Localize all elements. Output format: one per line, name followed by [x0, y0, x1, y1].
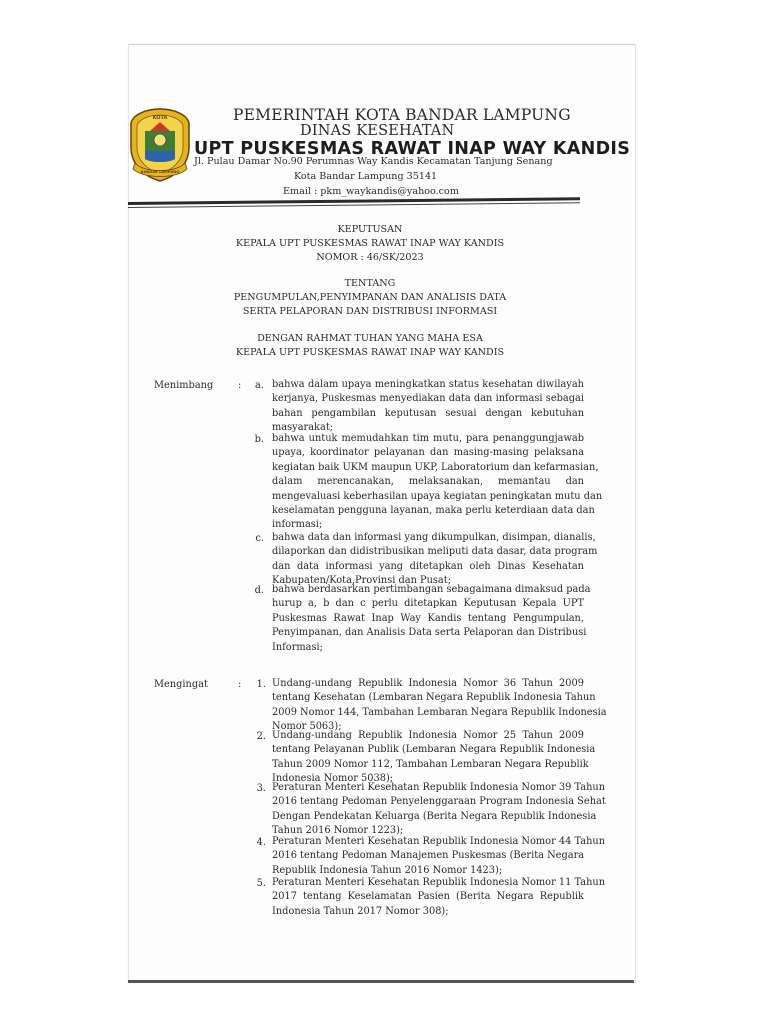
text-line: keselamatan pengguna layanan, maka perlu keterdiaan data dan [272, 504, 595, 516]
menimbang-item-c [272, 531, 598, 589]
mengingat-item-5 [272, 876, 605, 919]
menimbang-marker-b: b. [254, 434, 264, 445]
text-line: dan data informasi yang ditetapkan oleh Dinas Kesehatan [272, 560, 584, 572]
letterhead-email: Email : pkm_waykandis@yahoo.com [283, 186, 459, 197]
menimbang-marker-c: c. [255, 533, 264, 544]
mengingat-marker-3: 3. [256, 783, 266, 794]
text-line: kerjanya, Puskesmas menyediakan data dan informasi sebagai [272, 393, 584, 405]
letterhead-department: DINAS KESEHATAN [300, 123, 455, 139]
text-line: bahan pengambilan keputusan sesuai dengan kebutuhan [272, 407, 584, 419]
menimbang-marker-a: a. [255, 380, 264, 391]
menimbang-label: Menimbang [154, 380, 214, 391]
text-line: Undang-undang Republik Indonesia Nomor 25 Tahun 2009 [272, 730, 584, 741]
mengingat-marker-1: 1. [256, 679, 266, 690]
letterhead-institution: UPT PUSKESMAS RAWAT INAP WAY KANDIS [194, 139, 631, 159]
page-bottom-edge [128, 980, 634, 983]
mengingat-label: Mengingat [154, 679, 208, 690]
menimbang-item-a [272, 378, 584, 436]
text-line: Undang-undang Republik Indonesia Nomor 36 Tahun 2009 [272, 678, 584, 689]
text-line: Penyimpanan, dan Analisis Data serta Pelaporan dan Distribusi [272, 627, 587, 639]
text-line: Indonesia Tahun 2017 Nomor 308); [272, 905, 449, 917]
text-line: informasi; [272, 519, 323, 531]
letterhead-government: PEMERINTAH KOTA BANDAR LAMPUNG [233, 106, 571, 124]
decree-type: KEPUTUSAN [337, 224, 403, 235]
text-line: Indonesia Nomor 5038); [272, 773, 394, 785]
letterhead-address: Jl. Pulau Damar No.90 Perumnas Way Kandis Kecamatan Tanjung Senang [194, 156, 553, 167]
mengingat-colon: : [238, 679, 242, 690]
decree-number: NOMOR : 46/SK/2023 [316, 252, 424, 263]
text-line: mengevaluasi keberhasilan upaya kegiatan peningkatan mutu dan [272, 490, 603, 502]
text-line: 2016 tentang Pedoman Penyelenggaraan Program Indonesia Sehat [272, 796, 606, 808]
text-line: Tahun 2016 Nomor 1223); [272, 825, 404, 837]
decree-about-label: TENTANG [344, 278, 396, 289]
mengingat-marker-5: 5. [256, 878, 266, 889]
text-line: kegiatan baik UKM maupun UKP, Laboratorium dan kefarmasian, [272, 461, 599, 473]
menimbang-item-d [272, 583, 591, 655]
text-line: tentang Pelayanan Publik (Lembaran Negara Republik Indonesia [272, 744, 596, 756]
text-line: hurup a, b dan c perlu ditetapkan Keputusan Kepala UPT [272, 598, 584, 610]
letterhead-city: Kota Bandar Lampung 35141 [294, 171, 438, 182]
text-line: Peraturan Menteri Kesehatan Republik Indonesia Nomor 11 Tahun [272, 877, 605, 888]
mengingat-item-2 [272, 729, 596, 787]
decree-subject-line2: SERTA PELAPORAN DAN DISTRIBUSI INFORMASI [242, 306, 498, 317]
text-line: 2017 tentang Keselamatan Pasien (Berita Negara Republik [272, 891, 584, 903]
text-line: dalam merencanakan, melaksanakan, memantau dan [272, 476, 584, 488]
text-line: Republik Indonesia Tahun 2016 Nomor 1423); [272, 864, 503, 876]
menimbang-marker-d: d. [254, 585, 264, 596]
text-line: masyarakat; [272, 422, 334, 434]
text-line: 2016 tentang Pedoman Manajemen Puskesmas (Berita Negara [272, 850, 585, 862]
menimbang-colon: : [238, 380, 242, 391]
text-line: tentang Kesehatan (Lembaran Negara Republik Indonesia Tahun [272, 692, 596, 704]
mengingat-item-3 [272, 781, 606, 839]
mengingat-item-1 [272, 677, 607, 735]
text-line: Tahun 2009 Nomor 112, Tambahan Lembaran Negara Republik [272, 758, 589, 770]
text-line: Informasi; [272, 641, 323, 653]
text-line: Puskesmas Rawat Inap Way Kandis tentang Pengumpulan, [272, 612, 584, 624]
menimbang-item-b [272, 432, 603, 533]
decree-issuer: KEPALA UPT PUSKESMAS RAWAT INAP WAY KANDIS [235, 238, 505, 249]
text-line: Peraturan Menteri Kesehatan Republik Indonesia Nomor 44 Tahun [272, 836, 605, 847]
decree-subject-line1: PENGUMPULAN,PENYIMPANAN DAN ANALISIS DATA [233, 292, 507, 303]
mengingat-item-4 [272, 835, 605, 878]
mengingat-marker-4: 4. [256, 837, 266, 848]
text-line: 2009 Nomor 144, Tambahan Lembaran Negara Republik Indonesia [272, 706, 607, 718]
mengingat-marker-2: 2. [256, 731, 266, 742]
logo-bottom-text: BANDAR LAMPUNG [140, 170, 180, 174]
city-emblem-logo [129, 107, 191, 183]
text-line: bahwa dalam upaya meningkatkan status kesehatan diwilayah [272, 379, 584, 390]
text-line: Nomor 5063); [272, 721, 342, 733]
text-line: dilaporkan dan didistribusikan meliputi data dasar, data program [272, 546, 598, 558]
text-line: Peraturan Menteri Kesehatan Republik Indonesia Nomor 39 Tahun [272, 782, 605, 793]
text-line: bahwa berdasarkan pertimbangan sebagaimana dimaksud pada [272, 584, 591, 595]
decree-grace-line1: DENGAN RAHMAT TUHAN YANG MAHA ESA [257, 333, 483, 344]
text-line: Dengan Pendekatan Keluarga (Berita Negara Republik Indonesia [272, 810, 597, 822]
text-line: bahwa data dan informasi yang dikumpulkan, disimpan, dianalis, [272, 532, 596, 543]
logo-top-text: KOTA [152, 115, 168, 121]
text-line: bahwa untuk memudahkan tim mutu, para penanggungjawab [272, 433, 584, 444]
text-line: Kabupaten/Kota,Provinsi dan Pusat; [272, 575, 452, 587]
text-line: upaya, koordinator pelayanan dan masing-masing pelaksana [272, 447, 584, 459]
decree-grace-line2: KEPALA UPT PUSKESMAS RAWAT INAP WAY KANDIS [235, 347, 505, 358]
